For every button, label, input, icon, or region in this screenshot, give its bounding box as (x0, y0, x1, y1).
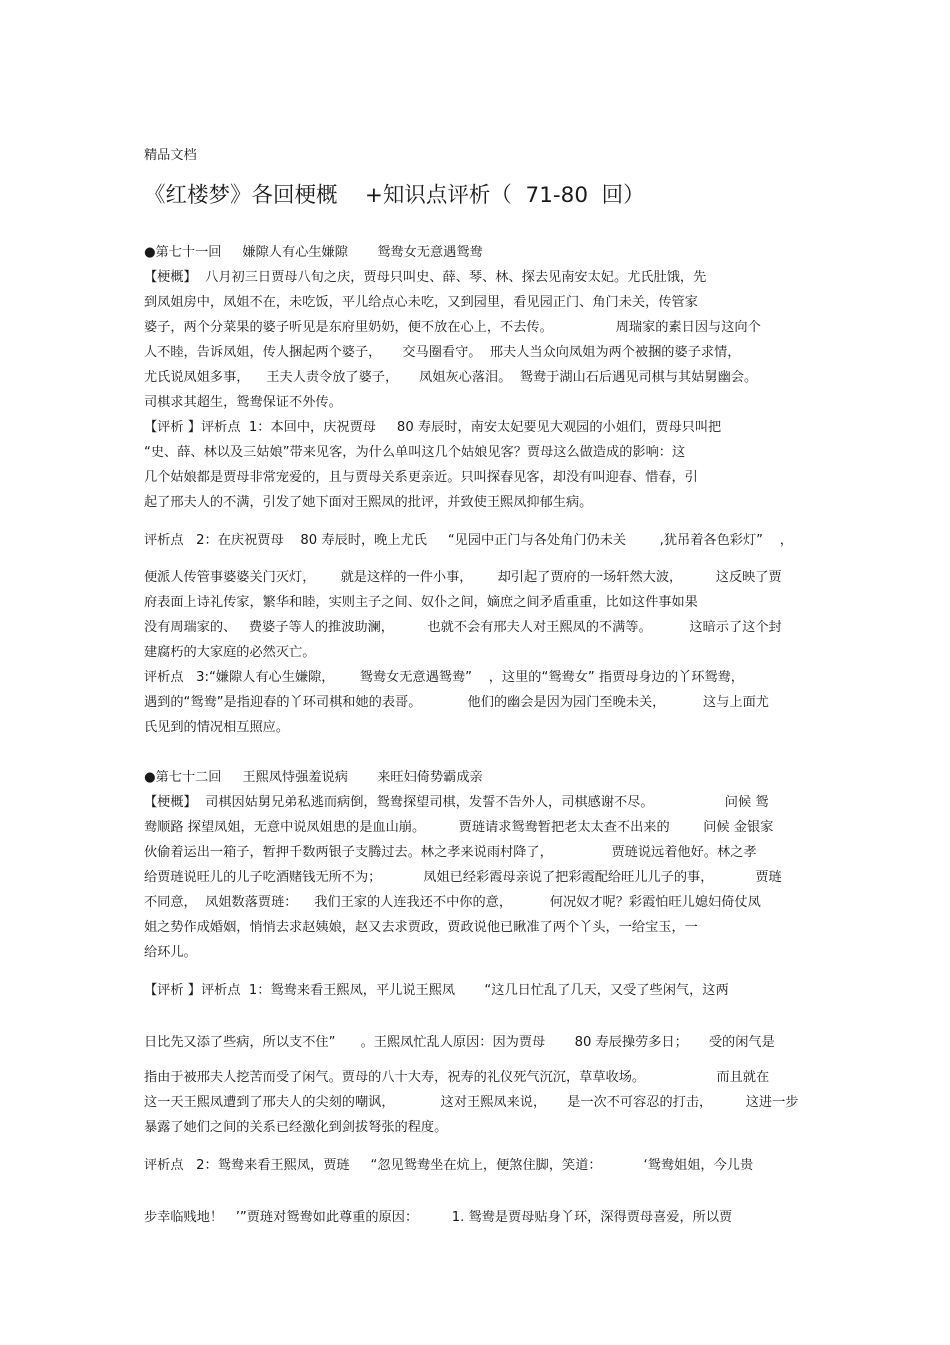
text-line: 不同意， 凤姐数落贾琏： 我们王家的人连我还不中你的意， 何况奴才呢？彩霞怕旺儿媳妇倚仗凤 (144, 895, 761, 910)
text-line: 日比先又添了些病，所以支不住” 。王熙凤忙乱人原因：因为贾母 80 寿辰操劳多日； 受的闲气是 (144, 1035, 775, 1050)
text-line: 司棋求其超生，鸳鸯保证不外传。 (144, 395, 342, 410)
text-line: 没有周瑞家的、 费婆子等人的推波助澜， 也就不会有邢夫人对王熙凤的不满等。 这暗示了这个封 (144, 620, 782, 635)
text-line: 鸯顺路 探望凤姐，无意中说凤姐患的是血山崩。 贾琏请求鸳鸯暂把老太太查不出来的 问候 金银家 (144, 820, 774, 835)
text-line: 评析点 2：鸳鸯来看王熙凤，贾琏 “忽见鸳鸯坐在炕上，便煞住脚，笑道： ‘鸳鸯姐姐，今儿贵 (144, 1158, 754, 1173)
text-line: 给环儿。 (144, 945, 197, 960)
text-line: 【评析 】评析点 1：鸳鸯来看王熙凤，平儿说王熙凤 “这几日忙乱了几天，又受了些闲气，这两 (144, 983, 729, 998)
text-line: ●第七十一回 嫌隙人有心生嫌隙 鸳鸯女无意遇鸳鸯 (144, 245, 483, 260)
text-line: 【评析 】评析点 1：本回中，庆祝贾母 80 寿辰时，南安太妃要见大观园的小姐们，贾母只叫把 (144, 420, 722, 435)
text-line: 便派人传管事婆婆关门灭灯， 就是这样的一件小事， 却引起了贾府的一场轩然大波， 这反映了贾 (144, 570, 782, 585)
text-line: 这一天王熙凤遭到了邢夫人的尖刻的嘲讽， 这对王熙凤来说， 是一次不可容忍的打击， 这进一步 (144, 1095, 799, 1110)
text-line: 姐之势作成婚姻，悄悄去求赵姨娘，赵又去求贾政，贾政说他已瞅准了两个丫头，一给宝玉，一 (144, 920, 698, 935)
text-line: 府表面上诗礼传家，繁华和睦，实则主子之间、奴仆之间，嫡庶之间矛盾重重，比如这件事如果 (144, 595, 698, 610)
text-line: 给贾琏说旺儿的儿子吃酒赌钱无所不为； 凤姐已经彩霞母亲说了把彩霞配给旺儿儿子的事， 贾琏 (144, 870, 782, 885)
text-line: 【梗概】 八月初三日贾母八旬之庆，贾母只叫史、薛、琴、林、探去见南安太妃。尤氏肚饿，先 (144, 270, 707, 285)
text-line: 【梗概】 司棋因姑舅兄弟私逃而病倒，鸳鸯探望司棋，发誓不告外人，司棋感谢不尽。 问候 鸳 (144, 795, 769, 810)
text-line: 伙偷着运出一箱子，暂押千数两银子支腾过去。林之孝来说雨村降了， 贾琏说远着他好。林之孝 (144, 845, 757, 860)
text-line: 遇到的“鸳鸯”是指迎春的丫环司棋和她的表哥。 他们的幽会是因为园门至晚未关， 这与上面尤 (144, 695, 769, 710)
page-header: 精品文档 (144, 148, 197, 163)
text-line: 评析点 2：在庆祝贾母 80 寿辰时，晚上尤氏 “见园中正门与各处角门仍未关 ,犹吊着各色彩灯” ， (144, 533, 793, 548)
text-line: 人不睦，告诉凤姐，传人捆起两个婆子， 交马圈看守。 邢夫人当众向凤姐为两个被捆的婆子求情， (144, 345, 741, 360)
text-line: 指由于被邢夫人挖苦而受了闲气。贾母的八十大寿，祝寿的礼仪死气沉沉，草草收场。 而且就在 (144, 1070, 770, 1085)
text-line: 尤氏说凤姐多事， 王夫人责令放了婆子， 凤姐灰心落泪。 鸳鸯于湖山石后遇见司棋与其姑舅幽会。 (144, 370, 758, 385)
text-line: 氏见到的情况相互照应。 (144, 720, 290, 735)
text-line: 步幸临贱地！ ’”贾琏对鸳鸯如此尊重的原因： 1. 鸳鸯是贾母贴身丫环，深得贾母喜爱，所以贾 (144, 1210, 733, 1225)
text-line: 婆子，两个分菜果的婆子听见是东府里奶奶，便不放在心上，不去传。 周瑞家的素日因与这向个 (144, 320, 761, 335)
text-line: 建腐朽的大家庭的必然灭亡。 (144, 645, 316, 660)
text-line: “史、薛、林以及三姑娘”带来见客，为什么单叫这几个姑娘见客？贾母这么做造成的影响：这 (144, 445, 686, 460)
text-line: 暴露了她们之间的关系已经激化到剑拔弩张的程度。 (144, 1120, 448, 1135)
text-line: 评析点 3:“嫌隙人有心生嫌隙， 鸳鸯女无意遇鸳鸯” ，这里的“鸳鸯女” 指贾母身边的丫环鸳鸯， (144, 670, 744, 685)
text-line: 几个姑娘都是贾母非常宠爱的，且与贾母关系更亲近。只叫探春见客，却没有叫迎春、惜春，引 (144, 470, 698, 485)
text-line: 起了邢夫人的不满，引发了她下面对王熙凤的批评，并致使王熙凤抑郁生病。 (144, 495, 593, 510)
text-line: 到凤姐房中，凤姐不在，未吃饭，平儿给点心未吃，又到园里，看见园正门、角门未关，传管家 (144, 295, 698, 310)
text-line: ●第七十二回 王熙凤恃强羞说病 来旺妇倚势霸成亲 (144, 770, 483, 785)
document-title: 《红楼梦》各回梗概 +知识点评析（ 71-80 回） (144, 183, 645, 208)
